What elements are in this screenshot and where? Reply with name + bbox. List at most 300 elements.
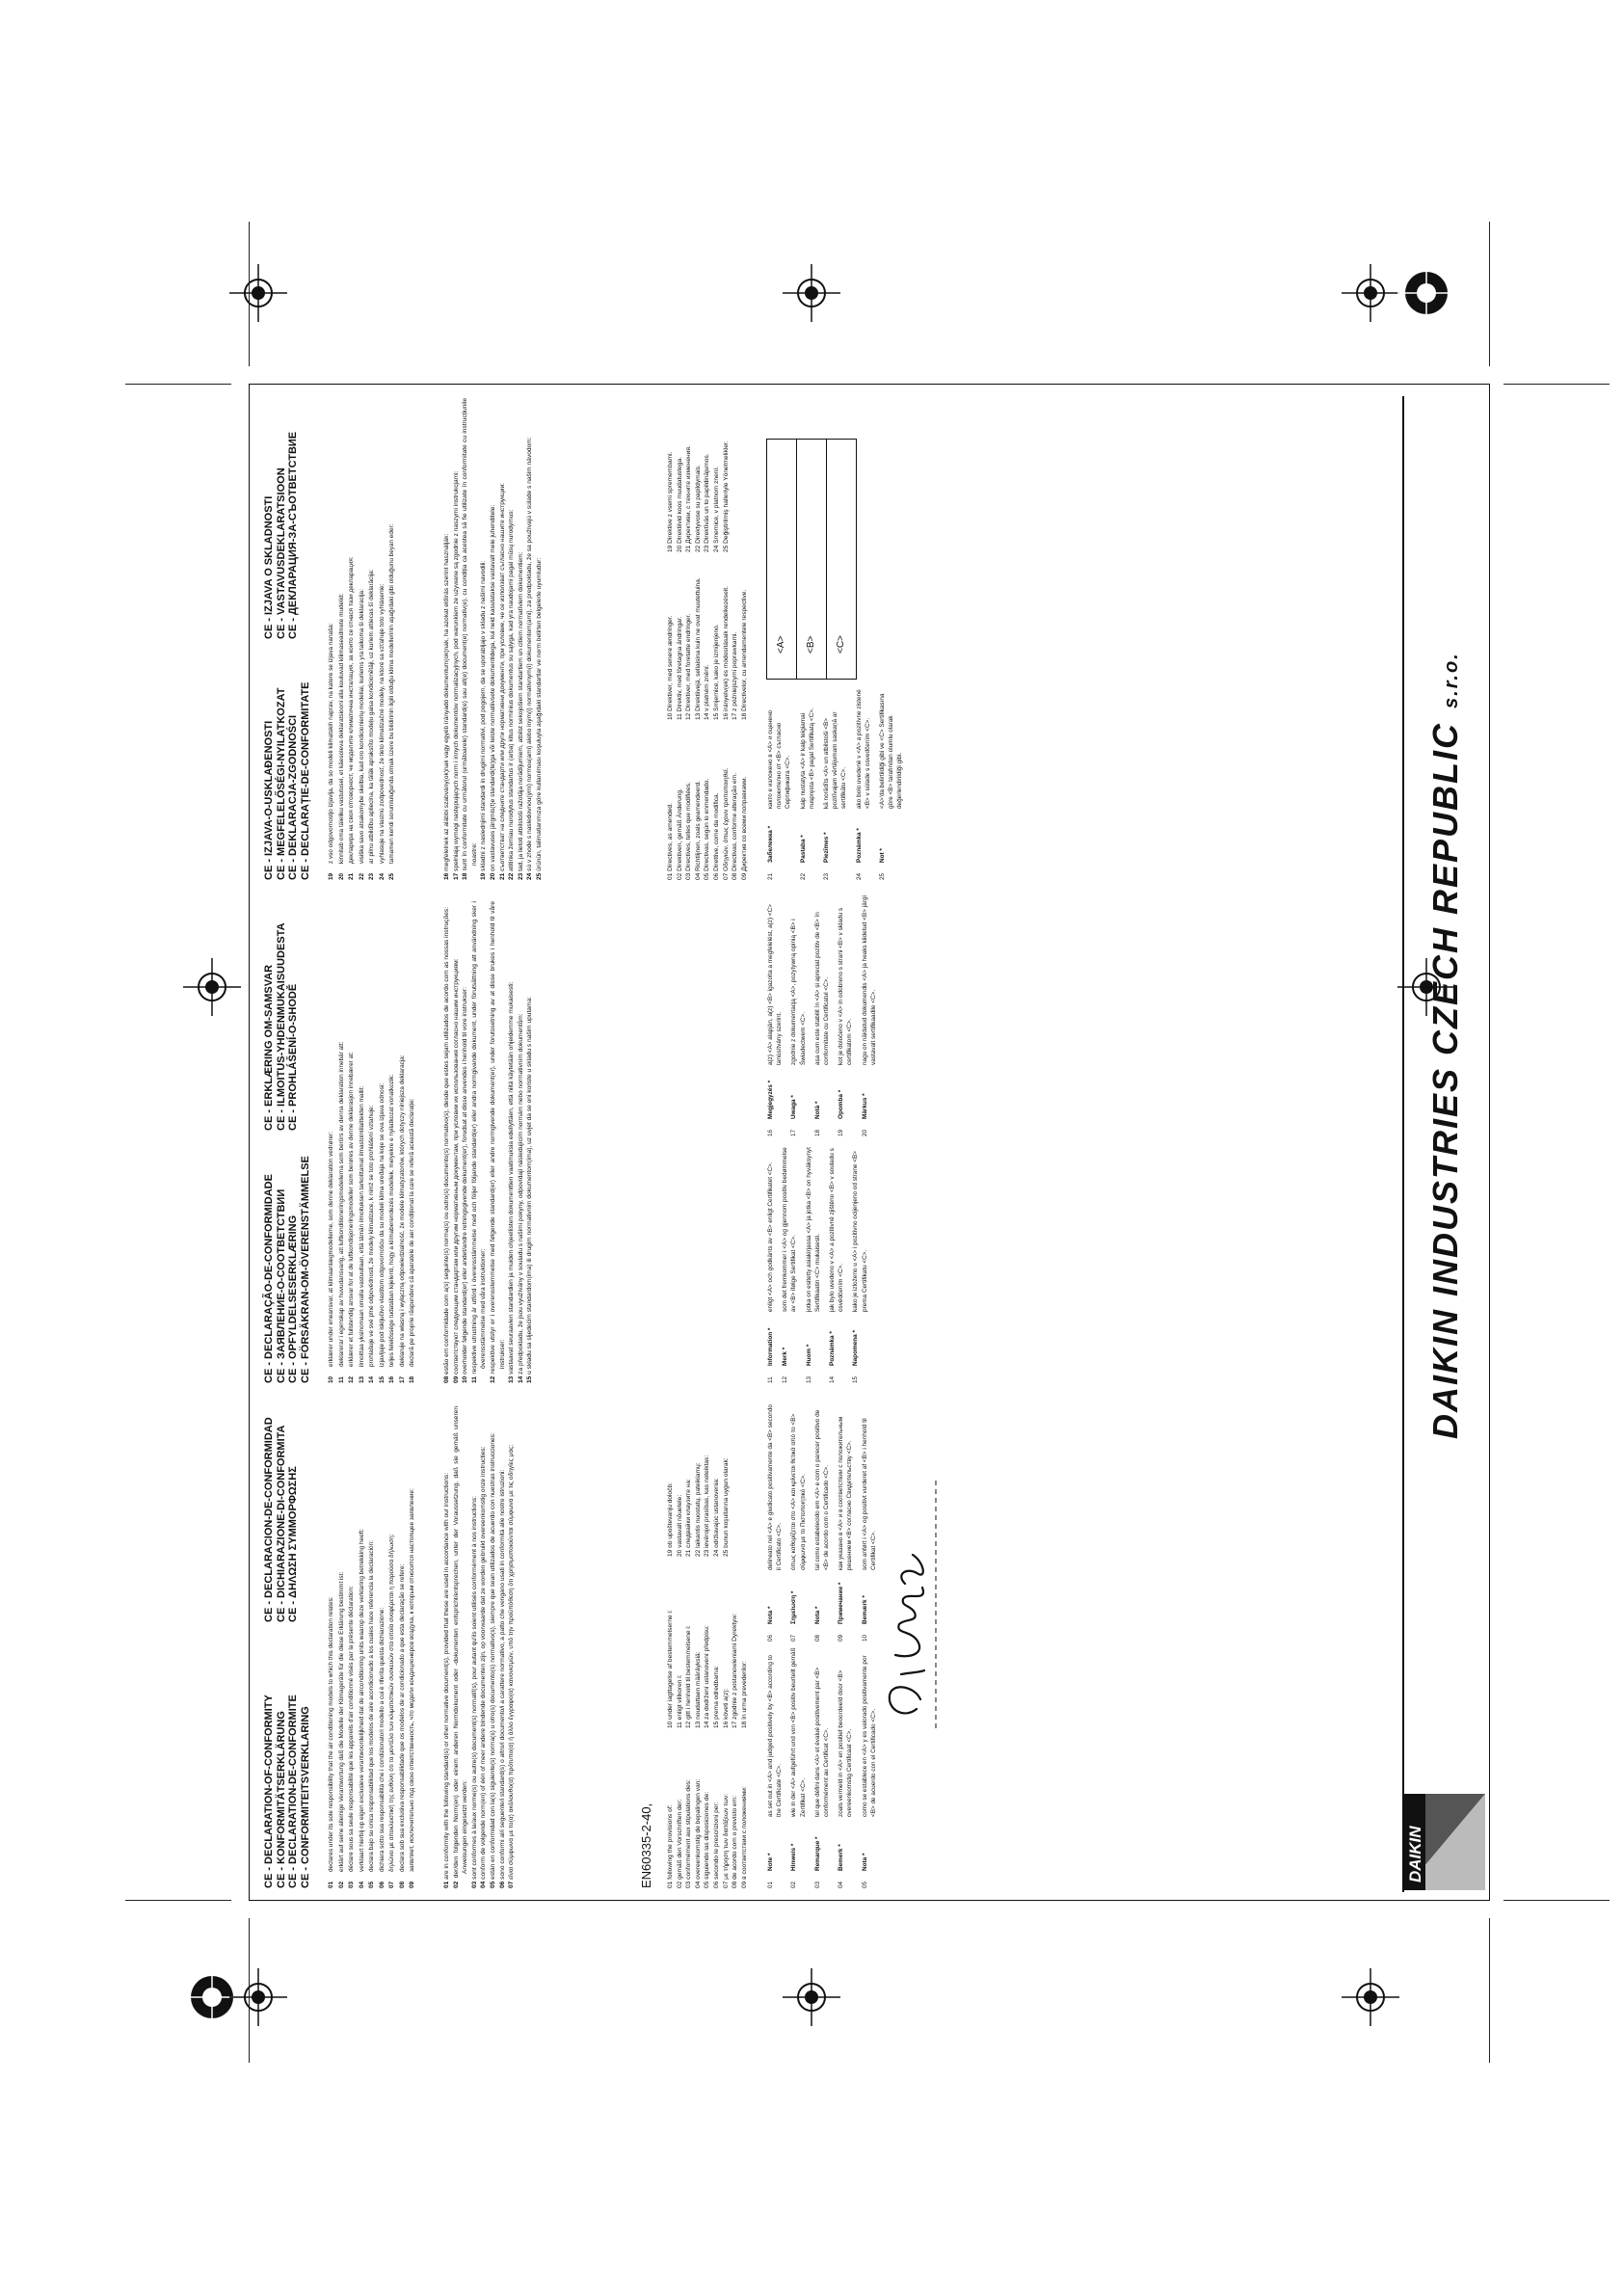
paragraph-number: 09 (452, 1375, 460, 1383)
note-text: как указано в <A> и в соответствии с положительным решением <B> согласно Свидетельству <C>. (838, 1416, 854, 1570)
note-number: 08 (813, 1634, 821, 1642)
spacer (443, 871, 450, 873)
statement-number: 18 (409, 1375, 415, 1383)
paragraph-text: spełniają wymogi następujących norm i innych dokumentów normalizacyjnych, pod warunkiem że używane są zgodnie z naszymi instrukcjami: (452, 470, 460, 871)
col2-header-2: CE - ERKLÆRING OM-SAMSVAR CE - ILMOITUS-YHDENMUKAISUUDESTA CE - PROHLÁŠENÍ-O-SHODĚ (263, 922, 299, 1131)
list-line: 01 Directives, as amended. (667, 803, 674, 880)
paragraph-text: estão em conformidade com a(s) seguinte(s) norma(s) ou outro(s) documento(s) normativo(s), desde que estes sejam utilizados de acordo com as nossas instruções: (443, 906, 450, 1375)
note-text: como se establece en <A> y es valorado positivamente por <B> de acuerdo con el Certificado <C>. (861, 1655, 877, 1817)
statement-line (387, 901, 398, 1383)
conformity-paragraph (479, 398, 489, 880)
spacer (508, 1880, 515, 1882)
trim-line (249, 222, 250, 366)
paragraph-number: 21 (498, 872, 506, 880)
statement-line (327, 901, 337, 1383)
conformity-paragraph (498, 1406, 508, 1888)
col2-header: CE - DECLARAÇÃO-DE-CONFORMIDADE CE - ЗАЯВЛЕНИЕ-О-СООТВЕТСТВИИ CE - OPFYLDELSESERKLÆRING CE - FÖRSÄKRAN-OM-ÖVERENSTÄMMELSE (263, 1156, 311, 1383)
note-row (851, 1142, 868, 1383)
note-row (861, 895, 878, 1136)
conformity-paragraph (479, 1406, 489, 1888)
note-text: ako bolo uvedené v <A> a pozitívne zistené <B> v súlade s osvedčením <C>. (855, 689, 871, 809)
conformity-paragraph (525, 901, 535, 1383)
note-row (828, 1142, 845, 1383)
note-number: 03 (813, 1881, 821, 1888)
handwritten-signature (866, 1478, 944, 1728)
list-line: 21 Директиви, с техните изменения. (685, 445, 693, 552)
col3-directives-c (666, 398, 731, 552)
statement-line (387, 1406, 398, 1888)
paragraph-number: 01 (443, 1881, 450, 1888)
spacer (453, 1375, 460, 1376)
paragraph-text: respektive utstyr er i overensstemmelse med følgende standard(er) eller andre normgivende dokument(er), under forutssetning av at disse brukes i henhold til våre instrukser: (489, 901, 506, 1375)
statement-line (398, 901, 409, 1383)
note-number: 19 (838, 1129, 845, 1136)
list-line: 04 Richtlijnen, zoals geamendeerd. (694, 781, 702, 880)
paragraph-text: atitinka žemiau nurodytus standartus ir (arba) kitus norminius dokumentus su sąlyga, kad yra naudojami pagal mūsų nurodymus: (508, 509, 516, 871)
note-label: Not * (879, 848, 887, 863)
spacer (490, 1880, 496, 1882)
paragraph-number: 17 (452, 872, 460, 880)
paragraph-number: 03 (470, 1881, 478, 1888)
conformity-paragraph (535, 398, 545, 880)
conformity-paragraph (452, 398, 462, 880)
statement-line (337, 398, 348, 880)
statement-text: verklaart hierbij op eigen exclusieve verantwoordelijkheid dat de airconditioning units waarop deze verklaring betrekking heeft: (358, 1529, 365, 1872)
paragraph-number: 11 (470, 1376, 478, 1383)
conformity-paragraph (442, 398, 452, 880)
statement-number: 11 (337, 1376, 345, 1383)
conformity-paragraph (461, 398, 479, 880)
conformity-paragraph (452, 901, 462, 1383)
note-label: Bemærk * (861, 1595, 868, 1624)
note-label: Σημείωση * (790, 1590, 798, 1624)
conformity-paragraph (470, 1406, 480, 1888)
statement-number: 04 (358, 1881, 365, 1888)
note-text: zgodnie z dokumentacją <A>, pozytywną opinią <B> i Świadectwem <C>. (790, 919, 807, 1065)
note-text: όπως καθορίζεται στο <A> και κρίνεται θετικά από το <B> σύμφωνα με το Πιστοποιητικό <C>. (790, 1413, 807, 1570)
statement-number: 21 (348, 872, 355, 880)
note-label: Information * (767, 1327, 774, 1366)
list-line: 01 following the provisions of: (667, 1804, 674, 1888)
col3-statements (327, 398, 398, 880)
col2-conformity-paragraphs (442, 901, 535, 1383)
paragraph-text: соответствуют следующим стандартам или другим нормативным документам, при условии их использования согласно нашим инструкциям: (452, 958, 460, 1375)
paragraph-number: 07 (508, 1881, 516, 1888)
paragraph-text: sú v zhode s nasledovnou(ými) normou(ami) alebo iným(i) normatívnym(i) dokumentom(ami), za predpokladu, že sa používajú v súlade s našim návodom: (526, 437, 534, 871)
note-label: Nota * (861, 1853, 868, 1871)
note-label: Nota * (813, 1606, 821, 1624)
note-number: 21 (767, 872, 774, 880)
note-text: jak bylo uvedeno v <A> a pozitivně zjištěno <B> v souladu s osvědčením <C>. (829, 1148, 845, 1312)
statement-text: ar pilnu atbildību apliecina, ka tālāk aprakstīto modeļu gaisa kondicionētāji, uz kuriem attiecas šī deklarācija: (368, 569, 375, 864)
list-line: 08 Directivas, conforme alteração em. (732, 772, 739, 880)
list-line: 17 z późniejszymi poprawkami. (732, 631, 739, 720)
col1-provisions-mid (666, 1564, 749, 1728)
statement-text: teljes felelőssége tudatában kijelenti, hogy a klímaberendezés modellek, melyekre e nyilatkozat vonatkozik: (388, 1074, 395, 1367)
note-text: nagu on näidatud dokumendis <A> ja heaks kiidetud <B> järgi vastavalt sertifikaadile <C>. (861, 895, 877, 1065)
conformity-paragraph (517, 901, 526, 1383)
paragraph-text: είναι σύμφωνα με το(α) ακόλουθο(α) πρότυπο(α) ή άλλο έγγραφο(α) κανονισμών, υπό την προϋπόθεση ότι χρησιμοποιούνται σύμφωνα με τις οδηγίες μας: (508, 1444, 516, 1880)
statement-text: erklärt auf seine alleinige Verantwortung daß die Modelle der Klimageräte für die diese Erklärung bestimmt ist: (337, 1571, 345, 1872)
trim-line (1503, 384, 1610, 385)
note-row (813, 1647, 831, 1888)
statement-line (378, 398, 388, 880)
statement-line (408, 901, 418, 1383)
statement-number: 12 (348, 1375, 355, 1383)
list-line: 12 Direktiver, med foretatte endringer. (685, 613, 693, 720)
note-text: som det fremkommer i <A> og gjennom positiv bedømmelse av <B> ifølge Sertifikat <C>. (782, 1147, 798, 1312)
reference-box-b: <B> (796, 439, 826, 680)
conformity-paragraph (507, 398, 517, 880)
paragraph-text: съответстват на следните стандарти или други нормативни документи, при условие, че се използват съгласно нашите инструкции: (498, 483, 506, 871)
statement-line (327, 398, 337, 880)
trim-line (125, 384, 231, 385)
note-row (878, 687, 905, 880)
paragraph-text: overholder følgende standard(er) eller andet/andre retningsgivende dokument(er), forudsat at disse anvendes i henhold til vore instrukser: (462, 987, 469, 1375)
list-line: 10 under iagttagelse af bestemmelserne i: (667, 1610, 674, 1728)
col1-statements (327, 1406, 418, 1888)
paragraph-text: vastaavat seuraavien standardien ja muiden ohjeellisten dokumenttien vaatimuksia edellyttäen, että niitä käytetään ohjeidemme mukaisesti: (508, 981, 516, 1375)
paragraph-number: 20 (489, 872, 496, 880)
statement-number: 16 (388, 1375, 395, 1383)
note-number: 20 (861, 1129, 868, 1136)
reference-boxes (766, 439, 857, 680)
note-number: 25 (879, 872, 887, 880)
note-row (781, 1142, 798, 1383)
statement-text: tamamen kendi sorumluluğunda olmak üzere bu bildirinin ilgili olduğu klima modellerinin aşağıdaki gibi olduğunu beyan eder: (388, 523, 395, 864)
note-label: Huom * (805, 1344, 812, 1366)
spacer (462, 870, 468, 872)
note-row (799, 687, 816, 880)
trim-line (1489, 1918, 1490, 2063)
statement-line (378, 1406, 388, 1888)
statement-number: 07 (388, 1881, 395, 1888)
note-row (837, 895, 854, 1136)
registration-mark-top-center (783, 264, 840, 322)
statement-number: 05 (368, 1881, 375, 1888)
list-line: 23 ievērojot prasības, kas noteiktas: (704, 1455, 711, 1557)
col1-header: CE - DECLARATION-OF-CONFORMITY CE - KONFORMITÄTSERKLÄRUNG CE - DECLARATION-DE-CONFORMITE CE - CONFORMITEITSVERKLARING (263, 1695, 311, 1888)
list-line: 19 ob upoštevanju določb: (667, 1482, 674, 1557)
registration-mark-top-far-right (1397, 264, 1455, 322)
statement-line (398, 1406, 409, 1888)
list-line: 16 követi a(z): (722, 1688, 730, 1728)
paragraph-text: megfelelnek az alábbi szabvány(ok)nak vagy egyéb irányadó dokumentum(ok)nak, ha azokat előírás szerint használják: (443, 533, 450, 871)
statement-text: declară pe proprie răspundere că aparatele de aer condiționat la care se referă această declarație: (409, 1098, 415, 1367)
note-number: 05 (861, 1881, 868, 1888)
company-name: DAIKIN INDUSTRIES CZECH REPUBLICs.r.o. (1425, 652, 1465, 1439)
list-line: 15 Smjernice, kako je izmijenjeno. (712, 624, 720, 720)
note-row (805, 1142, 822, 1383)
list-line: 05 siguiendo las disposiciones de: (704, 1791, 711, 1888)
registration-mark-bottom-right (1342, 1968, 1399, 2026)
note-number: 15 (852, 1375, 860, 1383)
note-label: Merk * (782, 1347, 789, 1366)
paragraph-text: sono conformi al/i seguente/i standard(s) o altro/i documento/i a carattere normativo, a patto che vengano usati in conformità alle nostre istruzioni: (498, 1469, 506, 1880)
note-number: 23 (823, 872, 831, 880)
paragraph-number: 15 (526, 1375, 534, 1383)
paragraph-text: sont conformes à la/aux norme(s) ou autre(s) document(s) normatif(s), pour autant qu'ils soient utilisés conformément à nos instructions: (470, 1496, 478, 1880)
spacer (508, 871, 515, 873)
statement-text: δηλώνει με αποκλειστική της ευθύνη ότι τα μοντέλα των κλιματιστικών συσκευών στα οποία αναφέρεται η παρούσα δήλωση: (388, 1534, 395, 1872)
note-number: 24 (855, 872, 863, 880)
list-line: 08 de acordo com o previsto em: (732, 1795, 739, 1888)
note-row (766, 1647, 784, 1888)
list-line: 22 laikantis nuostatų, pateikiamų: (694, 1462, 702, 1557)
note-number: 12 (782, 1375, 789, 1383)
list-line: 09 Директив со всеми поправками. (740, 776, 748, 880)
conformity-paragraph (489, 901, 507, 1383)
note-label: Nota * (767, 1606, 774, 1624)
trim-line (1503, 1900, 1610, 1901)
note-label: Примечание * (838, 1582, 845, 1624)
note-text: som anført i <A> og positivt vurderet af <B> i henhold til Certifikat <C>. (861, 1418, 877, 1570)
registration-mark-top-left (229, 264, 287, 322)
list-line: 24 održiavajúc ustanovenia: (712, 1478, 720, 1557)
paragraph-text: are in conformity with the following standard(s) or other normative document(s), provided that these are used in accordance with our instructions: (443, 1472, 450, 1880)
list-line: 14 za dodržení ustanovení předpisu: (704, 1625, 711, 1728)
note-text: tal como estabelecido em <A> e com o parecer positivo de <B> de acordo com o Certificado <C>. (813, 1409, 831, 1570)
standard-reference: EN60335-2-40, (639, 1802, 653, 1888)
paragraph-number: 13 (508, 1375, 516, 1383)
list-line: 22 Direktyvose su papildymais. (694, 465, 702, 552)
statement-number: 19 (328, 872, 334, 880)
paragraph-text: están en conformidad con la(s) siguiente(s) norma(s) u otro(s) documento(s) normativo(s), siempre que sean utilizados de acuerdo con nuestras instrucciones: (489, 1432, 496, 1880)
statement-text: izjavljuje pod isključivo vlastitom odgovornošću da su modeli klima uređaja na koje se ova izjava odnosi: (378, 1082, 386, 1367)
conformity-paragraph (525, 398, 535, 880)
paragraph-text: on vastavuses järgmis(t)e standardi(te)ga või teiste normatiivsete dokumentidega, kui neid kasutatakse vastavalt meie juhenditele: (489, 504, 496, 871)
statement-number: 09 (409, 1881, 415, 1888)
list-line: 03 conformément aux stipulations des: (685, 1779, 693, 1888)
statement-number: 25 (388, 872, 395, 880)
statement-line (327, 1406, 337, 1888)
list-line: 07 Οδηγιών, όπως έχουν τροποποιηθεί. (722, 767, 730, 880)
note-row (766, 1401, 784, 1642)
note-label: Note * (767, 1853, 774, 1871)
statement-text: prohlašuje ve své plné odpovědnosti, že modely klimatizace, k nimž se toto prohlášení vztahuje: (368, 1105, 375, 1367)
list-line: 18 Directivelor, cu amendamentele respective. (740, 589, 748, 720)
paragraph-number: 25 (535, 872, 543, 880)
note-text: kā norādīts <A> un atbilstoši <B> pozitīvajam vērtējumam saskaņā ar sertifikātu <C>. (823, 711, 848, 809)
col1-provisions-right (666, 1402, 731, 1557)
spacer (536, 871, 543, 873)
list-line: 07 με τήρηση των διατάξεων των: (722, 1793, 730, 1888)
paragraph-text: skladni z naslednjimi standardi in drugimi normativi, pod pogojem, da se uporabljajo v skladu z našimi navodili: (480, 560, 488, 871)
spacer (480, 871, 487, 873)
list-line: 11 Direktiv, med företagna ändringar. (676, 616, 683, 720)
list-line: 13 Direktiivejä, sellaisina kuin ne ovat muutettuina. (694, 577, 702, 720)
note-number: 22 (799, 872, 807, 880)
paragraph-number: 18 (462, 872, 469, 880)
list-line: 06 Direttive, come da modifica. (712, 792, 720, 880)
note-text: jotka on esitetty asiakirjassa <A> ja jotka <B> on hyväksynyt Sertifikaatin <C> mukaisesti. (805, 1147, 821, 1312)
list-line: 20 Direktiivid koos muudatustega. (676, 457, 683, 552)
note-text: enligt <A> och godkänts av <B> enligt Certifikatet <C>. (767, 1161, 774, 1312)
spacer (443, 1880, 450, 1882)
list-line: 06 secondo le prescrizioni per: (712, 1802, 720, 1888)
statement-text: erklærer under eneansvar, at klimaanlægmodellerne, som denne deklaration vedrører: (328, 1131, 334, 1367)
note-row (837, 1401, 854, 1642)
statement-text: deklaruje na własną i wyłączną odpowiedzialność, że modele klimatyzatorów, których dotyczy niniejsza deklaracja: (398, 1055, 406, 1367)
list-line: 04 overeenkomstig de bepalingen van: (694, 1778, 702, 1888)
note-text: <A>'da belirtildiği gibi ve <C> Sertifikasına göre <B> tarafından olumlu olarak değerlendirildiği gibi. (879, 693, 904, 809)
spacer (453, 871, 460, 873)
statement-text: декларира на своя отговорност, че моделите климатична инсталация, за които се отнася тази декларация: (348, 556, 355, 864)
col2-notes-b (766, 895, 884, 1136)
spacer (499, 871, 506, 873)
statement-line (337, 1406, 348, 1888)
note-number: 07 (790, 1634, 798, 1642)
statement-number: 13 (358, 1375, 365, 1383)
note-label: Opomba * (838, 1089, 845, 1119)
spacer (526, 871, 533, 873)
note-number: 16 (767, 1129, 774, 1136)
paragraph-number: 19 (480, 872, 488, 880)
note-text: както е изложено в <A> и оценено положително от <B> съгласно Сертификата <C>. (767, 709, 792, 809)
daikin-logo (1398, 1790, 1491, 1894)
note-label: Remarque * (813, 1836, 821, 1871)
reference-box-a: <A> (766, 439, 796, 680)
declaration-sheet (249, 384, 1490, 1901)
registration-mark-left-middle (183, 958, 241, 1016)
trim-line (1489, 222, 1490, 366)
statement-number: 22 (358, 872, 365, 880)
paragraph-number: 02 (452, 1881, 460, 1888)
col3-notes (766, 687, 911, 880)
statement-number: 17 (398, 1375, 406, 1383)
list-line: 09 в соответствии с положениями: (740, 1786, 748, 1888)
list-line: 24 Smernice, v platnom znení. (712, 466, 720, 552)
list-line: 02 gemäß den Vorschriften der: (676, 1799, 683, 1888)
list-line: 11 enligt villkoren i: (676, 1674, 683, 1728)
note-number: 18 (813, 1129, 821, 1136)
note-row (789, 1401, 807, 1642)
statement-line (367, 901, 378, 1383)
note-label: Pastaba * (799, 835, 807, 863)
statement-line (367, 1406, 378, 1888)
note-number: 10 (861, 1634, 868, 1642)
list-line: 21 следвайки клаузите на: (685, 1479, 693, 1557)
statement-text: visiška savo atsakomybe skelbia, kad oro kondicionierių modeliai, kuriems yra taikoma ši deklaracija: (358, 589, 365, 864)
statement-line (347, 901, 358, 1383)
registration-mark-top-right (1342, 264, 1399, 322)
paragraph-number: 16 (443, 872, 450, 880)
statement-number: 08 (398, 1881, 406, 1888)
statement-line (387, 398, 398, 880)
note-number: 14 (829, 1375, 837, 1383)
statement-text: erklærer et fullstendig ansvar for at de luftkondisjoneringsmodeller som berøres av denne deklarasjon innebærer at: (348, 1052, 355, 1367)
list-line: 02 Direktiven, gemäß Änderung. (676, 788, 683, 880)
statement-number: 24 (378, 872, 386, 880)
note-text: kot je določeno v <A> in odobreno s strani <B> v skladu s certifikatom <C>. (838, 907, 854, 1065)
note-number: 13 (805, 1375, 812, 1383)
statement-line (358, 901, 368, 1383)
list-line: 19 Direktive z vsemi spremembami. (667, 451, 674, 552)
paragraph-text: conform de volgende norm(en) of één of meer andere bindende documenten zijn, op voorwaarde dat ze worden gebruikt overeenkomstig onze instructies: (480, 1446, 488, 1880)
conformity-paragraph (442, 901, 452, 1383)
statement-text: vyhlasuje na vlastnú zodpovednosť, že tieto klimatizačné modely, na ktoré sa vzťahuje toto vyhlásenie: (378, 583, 386, 864)
note-text: as set out in <A> and judged positively by <B> according to the Certificate <C>. (767, 1654, 784, 1817)
list-line: 20 vastavalt nõuetele: (676, 1494, 683, 1557)
col2-statements (327, 901, 418, 1383)
trim-line (249, 1918, 250, 2063)
note-label: Märkus * (861, 1093, 868, 1119)
note-label: Poznámka * (829, 1331, 837, 1366)
note-number: 04 (838, 1881, 845, 1888)
spacer (471, 1880, 478, 1882)
note-row (855, 687, 872, 880)
note-number: 01 (767, 1881, 774, 1888)
list-line: 25 bunun koşullarına uygun olarak: (722, 1457, 730, 1557)
list-line: 10 Direktiver, med senere ændringer. (667, 615, 674, 720)
spacer (499, 1880, 506, 1882)
conformity-paragraph (461, 901, 470, 1383)
col2-notes-a (766, 1142, 875, 1383)
statement-number: 15 (378, 1375, 386, 1383)
statement-text: déclare sous sa seule responsabilité que les appareils d'air conditionné visés par la présente déclaration: (348, 1586, 355, 1872)
note-row (837, 1647, 854, 1888)
reference-box-c: <C> (826, 439, 857, 680)
paragraph-number: 06 (498, 1881, 506, 1888)
conformity-paragraph (507, 901, 517, 1383)
list-line: 12 gitt i henhold til bestemmelsene i: (685, 1625, 693, 1728)
list-line: 25 Değiştirilmiş halleriyle Yönetmelikler. (722, 441, 730, 552)
note-label: Piezīmes * (823, 832, 831, 863)
note-number: 02 (790, 1881, 798, 1888)
note-label: Hinweis * (790, 1843, 798, 1871)
note-label: Bemerk * (838, 1844, 845, 1871)
statement-line (347, 1406, 358, 1888)
statement-line (367, 398, 378, 880)
paragraph-number: 22 (508, 872, 516, 880)
list-line: 05 Directivas, según lo enmendado. (704, 778, 711, 880)
conformity-paragraph (452, 1406, 470, 1888)
note-text: kaip nustatyta <A> ir kaip teigiamai nuspręsta <B> pagal Sertifikatą <C>. (799, 707, 815, 809)
paragraph-number: 05 (489, 1881, 496, 1888)
col3-conformity-paragraphs (442, 398, 545, 880)
paragraph-number: 14 (517, 1375, 524, 1383)
statement-line (337, 901, 348, 1383)
paragraph-text: ürünün, talimatlarımıza göre kullanılması koşuluyla aşağıdaki standartlar ve norm belirten belgelerle uyumludur: (535, 557, 543, 871)
conformity-paragraph (470, 901, 489, 1383)
paragraph-text: der/den folgenden Norm(en) oder einem anderen Normdokument oder -dokumenten entspricht/entsprechen, unter der Voraussetzung, daß sie gemäß unseren Anweisungen eingesetzt werden: (452, 1406, 469, 1879)
footer-bar (1402, 396, 1501, 1892)
col1-provisions-left (666, 1734, 749, 1888)
note-row (789, 1647, 807, 1888)
list-line: 16 irányelv(ek) és módosításaik rendelkezéseit. (722, 586, 730, 720)
statement-number: 03 (348, 1881, 355, 1888)
statement-text: z vso odgovornostjo izjavlja, da so modeli klimatskih naprav, na katere se izjava nanaša: (328, 623, 334, 864)
statement-number: 02 (337, 1881, 345, 1888)
statement-number: 14 (368, 1375, 375, 1383)
conformity-paragraph (517, 398, 526, 880)
note-row (766, 1142, 775, 1383)
trim-line (125, 1900, 231, 1901)
statement-text: declara bajo su única responsabilidad que los modelos de aire acondicionado a los cuales hace referencia la declaración: (368, 1540, 375, 1872)
spacer (518, 871, 524, 873)
note-number: 17 (790, 1129, 798, 1136)
note-number: 11 (767, 1376, 774, 1383)
statement-number: 23 (368, 872, 375, 880)
spacer (490, 871, 496, 873)
col1-header-2: CE - DECLARACION-DE-CONFORMIDAD CE - DICHIARAZIONE-DI-CONFORMITA CE - ΔΗΛΩΣΗ ΣΥΜΜΟΡΦΩΣΗΣ (263, 1417, 299, 1622)
statement-number: 10 (328, 1375, 334, 1383)
statement-line (408, 1406, 418, 1888)
statement-line (358, 398, 368, 880)
statement-number: 20 (337, 872, 345, 880)
list-line: 17 zgodnie z postanowieniami Dyrektyw: (732, 1613, 739, 1728)
statement-line (347, 398, 358, 880)
